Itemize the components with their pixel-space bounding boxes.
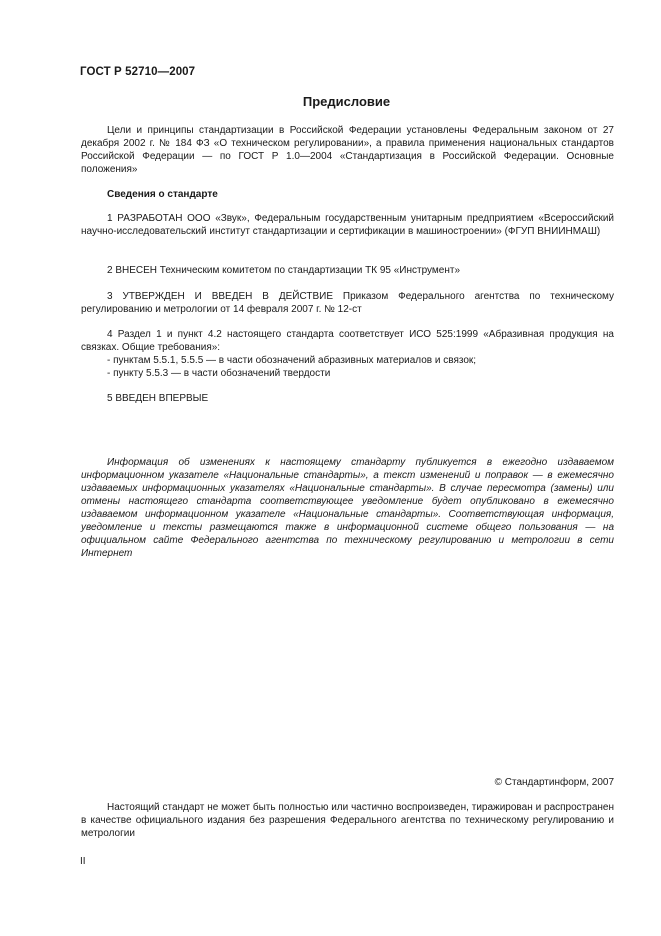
page-title: Предисловие [302, 94, 391, 109]
item-4-correspondence: 4 Раздел 1 и пункт 4.2 настоящего стандарта соответствует ИСО 525:1999 «Абразивная продукция на связках. Общие требования»: [81, 329, 614, 353]
item-5-introduced: 5 ВВЕДЕН ВПЕРВЫЕ [107, 393, 209, 404]
list-item: - пунктам 5.5.1, 5.5.5 — в части обозначений абразивных материалов и связок; [107, 355, 477, 366]
item-4-list [81, 354, 614, 380]
info-notice: Информация об изменениях к настоящему стандарту публикуется в ежегодно издаваемом информационном указателе «Национальные стандарты», а текст изменений и поправок — в ежемесячно издаваемых информационных указателях «Национальные стандарты». В случае пересмотра (замены) или отмены настоящего стандарта соответствующее уведомление будет опубликовано в ежемесячно издаваемом информационном указателе «Национальные стандарты». Соответствующая информация, уведомление и тексты размещаются также в информационной системе общего пользования — на официальном сайте Федерального агентства по техническому регулированию и метрологии в сети Интернет [81, 457, 614, 559]
item-3-approved: 3 УТВЕРЖДЕН И ВВЕДЕН В ДЕЙСТВИЕ Приказом Федерального агентства по техническому регулированию и метрологии от 14 февраля 2007 г. № 12-ст [81, 291, 614, 315]
page-number: II [80, 856, 86, 867]
item-1-developed-by: 1 РАЗРАБОТАН ООО «Звук», Федеральным государственным унитарным предприятием «Всероссийский научно-исследовательский институт стандартизации и сертификации в машиностроении» (ФГУП ВНИИНМАШ) [81, 213, 614, 237]
section-heading: Сведения о стандарте [107, 189, 218, 200]
standard-code-header: ГОСТ Р 52710—2007 [80, 66, 196, 78]
copyright-line: © Стандартинформ, 2007 [494, 777, 614, 788]
intro-paragraph: Цели и принципы стандартизации в Российской Федерации установлены Федеральным законом от 27 декабря 2002 г. № 184 ФЗ «О техническом регулировании», а правила применения национальных стандартов Российской Федерации — по ГОСТ Р 1.0—2004 «Стандартизация в Российской Федерации. Основные положения» [81, 125, 614, 175]
item-2-submitted-by: 2 ВНЕСЕН Техническим комитетом по стандартизации ТК 95 «Инструмент» [107, 265, 461, 276]
list-item: - пункту 5.5.3 — в части обозначений твердости [107, 368, 331, 379]
reproduction-notice: Настоящий стандарт не может быть полностью или частично воспроизведен, тиражирован и распространен в качестве официального издания без разрешения Федерального агентства по техническому регулированию и метрологии [81, 802, 614, 839]
